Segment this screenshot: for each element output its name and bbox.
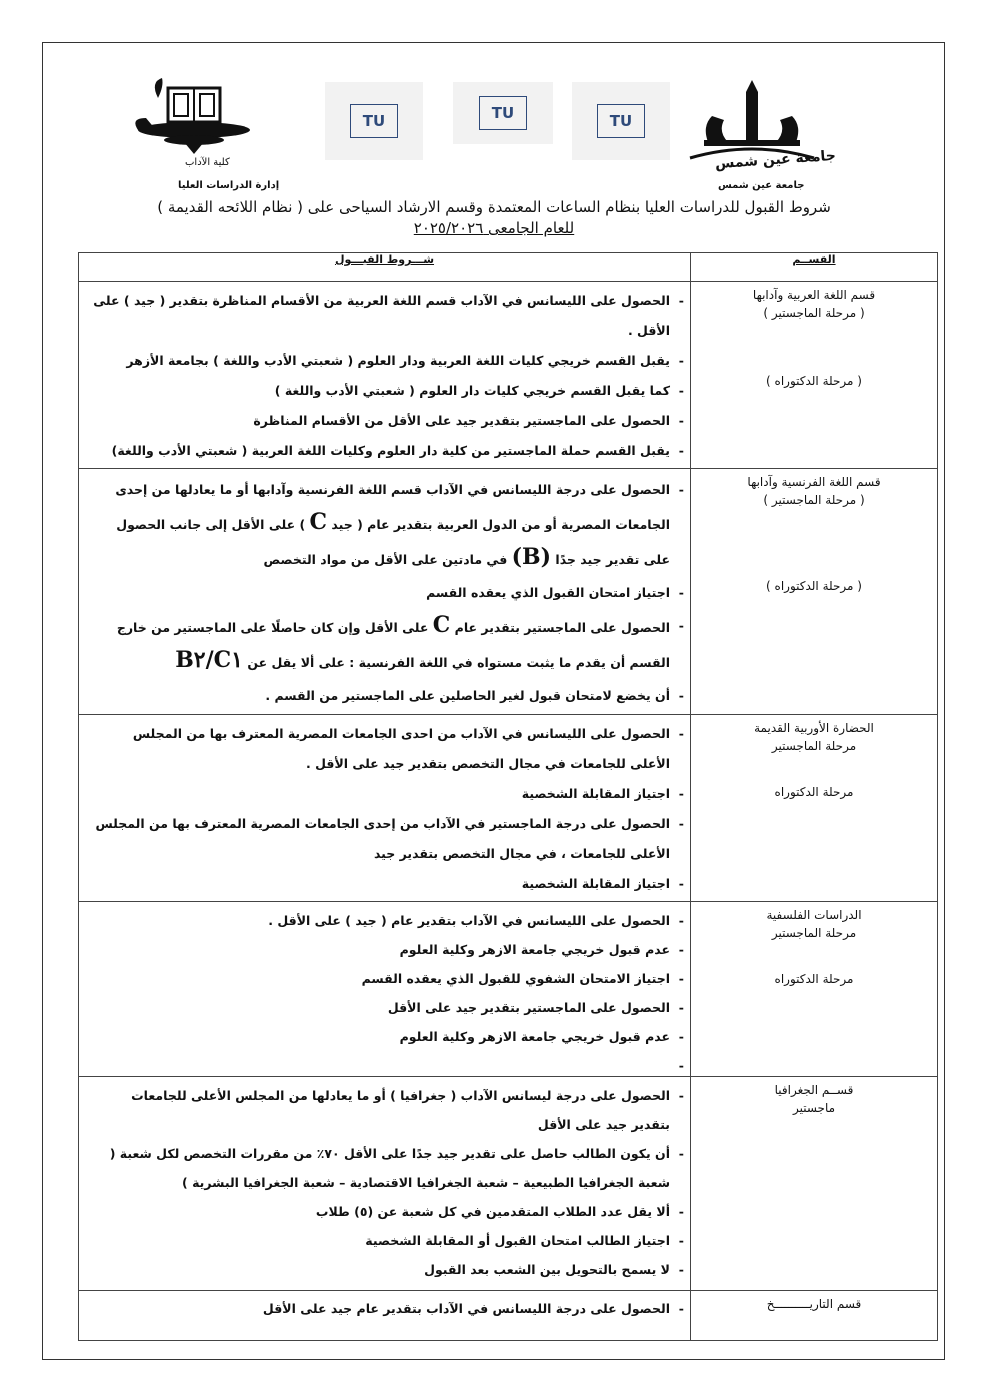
condition-text: على الأقل وإن كان حاصلًا على الماجستير من خارج القسم أن يقدم ما يثبت مستواه في اللغة الفرنسية : على ألا يقل عن bbox=[116, 620, 670, 670]
header-department: القســم bbox=[691, 253, 938, 282]
conditions-cell bbox=[79, 902, 691, 1077]
condition-item: - الحصول على درجة الليسانس في الآداب بتقدير عام جيد على الأقل bbox=[93, 1295, 684, 1323]
dept-stage: ماجستير bbox=[792, 1101, 836, 1115]
tu-logo-2 bbox=[453, 82, 553, 144]
condition-item bbox=[93, 473, 684, 576]
condition-item: - لا يسمح بالتحويل بين الشعب بعد القبول bbox=[93, 1255, 684, 1284]
graduate-admin-caption: إدارة الدراسات العليا bbox=[178, 180, 280, 191]
tu-logo-mark: TU bbox=[350, 104, 398, 138]
condition-item: - الحصول على الماجستير بتقدير جيد على الأقل bbox=[93, 993, 684, 1022]
tu-logo-1 bbox=[325, 82, 423, 160]
condition-item: - أن يخضع لامتحان قبول لغير الحاصلين على الماجستير من القسم . bbox=[93, 679, 684, 712]
dept-name: الدراسات الفلسفية bbox=[766, 908, 862, 922]
table-header-row bbox=[79, 253, 938, 282]
condition-text: الحصول على درجة الليسانس في الآداب قسم اللغة الفرنسية وآدابها أو ما يعادلها من إحدى الجامعات المصرية أو من الدول العربية بتقدير عام ( جيد bbox=[115, 482, 670, 532]
table-row bbox=[79, 715, 938, 902]
condition-item: - اجتياز امتحان القبول الذي يعقده القسم bbox=[93, 576, 684, 609]
dept-cell bbox=[691, 715, 938, 902]
admission-conditions-table bbox=[78, 252, 938, 1341]
dept-cell bbox=[691, 1077, 938, 1291]
tu-logo-3 bbox=[572, 82, 670, 160]
title-line-1: شروط القبول للدراسات العليا بنظام الساعات المعتمدة وقسم الارشاد السياحى على ( نظام اللائحه القديمة ) bbox=[157, 198, 831, 216]
dept-stage: مرحلة الماجستير bbox=[771, 926, 857, 940]
dept-name: قســم الجغرافيا bbox=[774, 1083, 854, 1097]
dept-name: قسم اللغة الفرنسية وآدابها bbox=[747, 475, 881, 489]
university-seal-text: جامعة عين شمس bbox=[714, 147, 837, 173]
dept-stage: ( مرحلة الماجستير ) bbox=[763, 493, 865, 507]
condition-item: - اجتياز المقابلة الشخصية bbox=[93, 779, 684, 809]
condition-item: - ألا يقل عدد الطلاب المتقدمين في كل شعبة عن (٥) طلاب bbox=[93, 1197, 684, 1226]
dept-stage: مرحلة الدكتوراه bbox=[774, 972, 854, 986]
dept-stage: مرحلة الماجستير bbox=[771, 739, 857, 753]
condition-text: ) على الأقل إلى جانب الحصول على تقدير جيد جدًا bbox=[116, 517, 670, 567]
condition-item: - الحصول على درجة ليسانس الآداب ( جغرافيا ) أو ما يعادلها من المجلس الأعلى للجامعات بتقدير جيد على الأقل bbox=[93, 1081, 684, 1139]
dept-stage: ( مرحلة الدكتوراه ) bbox=[766, 374, 862, 388]
header bbox=[0, 70, 989, 195]
conditions-cell bbox=[79, 1077, 691, 1291]
condition-item: - يقبل القسم حملة الماجستير من كلية دار العلوم وكليات اللغة العربية ( شعبتي الأدب واللغة) bbox=[93, 436, 684, 466]
dept-stage: ( مرحلة الدكتوراه ) bbox=[766, 579, 862, 593]
condition-text: في مادتين على الأقل من مواد التخصص bbox=[263, 552, 508, 567]
tu-logo-mark: TU bbox=[479, 96, 527, 130]
dept-cell bbox=[691, 902, 938, 1077]
table-row bbox=[79, 902, 938, 1077]
grade-letter: C bbox=[432, 612, 451, 638]
conditions-cell bbox=[79, 1291, 691, 1341]
conditions-cell bbox=[79, 469, 691, 715]
tu-logo-mark: TU bbox=[597, 104, 645, 138]
header-conditions: شـــروط القبـــول bbox=[79, 253, 691, 282]
page-title bbox=[70, 197, 918, 239]
condition-item: - اجتياز الامتحان الشفوي للقبول الذي يعقده القسم bbox=[93, 964, 684, 993]
condition-item: - عدم قبول خريجي جامعة الازهر وكلية العلوم bbox=[93, 935, 684, 964]
dept-stage: ( مرحلة الماجستير ) bbox=[763, 306, 865, 320]
dept-stage: مرحلة الدكتوراه bbox=[774, 785, 854, 799]
table-row bbox=[79, 1077, 938, 1291]
condition-item: - اجتياز الطالب امتحان القبول أو المقابلة الشخصية bbox=[93, 1226, 684, 1255]
faculty-caption: كلية الآداب bbox=[185, 157, 230, 168]
dept-name: قسم اللغة العربية وآدابها bbox=[752, 288, 876, 302]
table-row bbox=[79, 282, 938, 469]
condition-item: - أن يكون الطالب حاصل على تقدير جيد جدًا على الأقل ٧٠٪ من مقررات التخصص لكل شعبة ( شعبة الجغرافيا الطبيعية – شعبة الجغرافيا الاقتصادية – شعبة الجغرافيا البشرية ) bbox=[93, 1139, 684, 1197]
condition-item: - الحصول على الليسانس في الآداب قسم اللغة العربية من الأقسام المناظرة بتقدير ( جيد ) على الأقل . bbox=[93, 286, 684, 346]
dept-cell bbox=[691, 469, 938, 715]
table-row bbox=[79, 1291, 938, 1341]
conditions-cell bbox=[79, 282, 691, 469]
title-academic-year: للعام الجامعى ٢٠٢٥/٢٠٢٦ bbox=[413, 219, 575, 237]
grade-letter: C bbox=[309, 509, 328, 535]
condition-item bbox=[93, 609, 684, 679]
condition-item: - الحصول على الليسانس في الآداب بتقدير عام ( جيد ) على الأقل . bbox=[93, 906, 684, 935]
condition-text: الحصول على الماجستير بتقدير عام bbox=[454, 620, 670, 635]
condition-item: - عدم قبول خريجي جامعة الازهر وكلية العلوم bbox=[93, 1022, 684, 1051]
dept-cell bbox=[691, 282, 938, 469]
condition-item: - كما يقبل القسم خريجي كليات دار العلوم ( شعبتي الأدب واللغة ) bbox=[93, 376, 684, 406]
condition-item: - الحصول على الليسانس في الآداب من احدى الجامعات المصرية المعترف بها من المجلس الأعلى للجامعات في مجال التخصص بتقدير جيد على الأقل . bbox=[93, 719, 684, 779]
condition-item: - الحصول على الماجستير بتقدير جيد على الأقل من الأقسام المناظرة bbox=[93, 406, 684, 436]
dept-name: الحضارة الأوربية القديمة bbox=[754, 721, 874, 735]
language-level: C١/B٢ bbox=[175, 647, 243, 673]
condition-item: - الحصول على درجة الماجستير في الآداب من إحدى الجامعات المصرية المعترف بها من المجلس الأعلى للجامعات ، في مجال التخصص بتقدير جيد bbox=[93, 809, 684, 869]
condition-item: - اجتياز المقابلة الشخصية bbox=[93, 869, 684, 899]
condition-item: - يقبل القسم خريجي كليات اللغة العربية ودار العلوم ( شعبتي الأدب واللغة ) بجامعة الأزهر bbox=[93, 346, 684, 376]
dept-cell bbox=[691, 1291, 938, 1341]
faculty-logo-icon bbox=[128, 78, 258, 160]
table-row bbox=[79, 469, 938, 715]
conditions-cell bbox=[79, 715, 691, 902]
dept-name: قسم التاريــــــــــخ bbox=[766, 1297, 862, 1311]
university-caption: جامعة عين شمس bbox=[718, 180, 805, 191]
grade-letter: (B) bbox=[511, 544, 552, 570]
